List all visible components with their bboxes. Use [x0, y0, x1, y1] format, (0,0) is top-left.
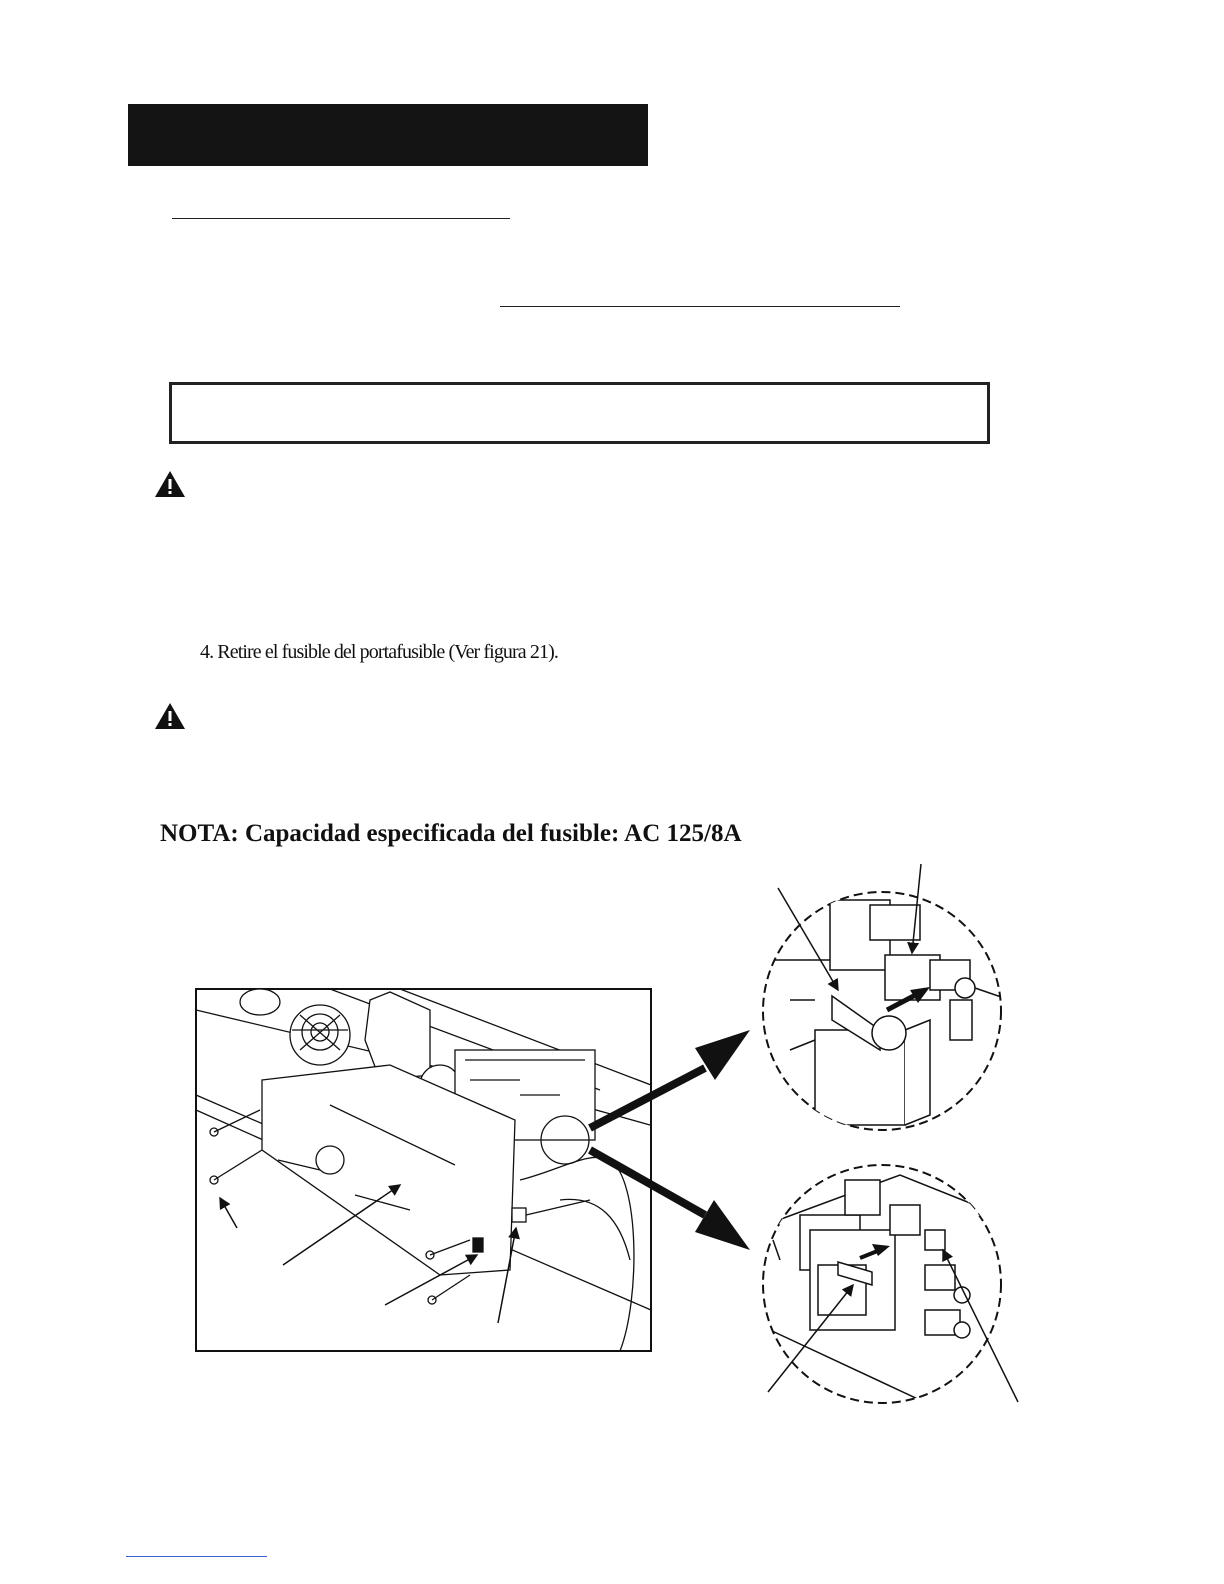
notice-box [169, 382, 990, 444]
warning-triangle-icon [154, 470, 186, 498]
footer-link-underline[interactable] [126, 1556, 267, 1557]
warning-triangle-icon [154, 702, 186, 730]
fuse-detail-circle-bottom [763, 1165, 1018, 1403]
section-header-bar [128, 104, 648, 166]
underline-rule-1 [172, 218, 510, 219]
instruction-step-4: 4. Retire el fusible del portafusible (Ver figura 21). [200, 641, 558, 663]
fuse-capacity-note: NOTA: Capacidad especificada del fusible: AC 125/8A [160, 820, 742, 847]
underline-rule-2 [500, 306, 900, 307]
heater-control-panel-illustration [196, 989, 651, 1351]
detail-arrows [590, 1030, 750, 1250]
fuse-detail-circle-top [763, 864, 1010, 1130]
